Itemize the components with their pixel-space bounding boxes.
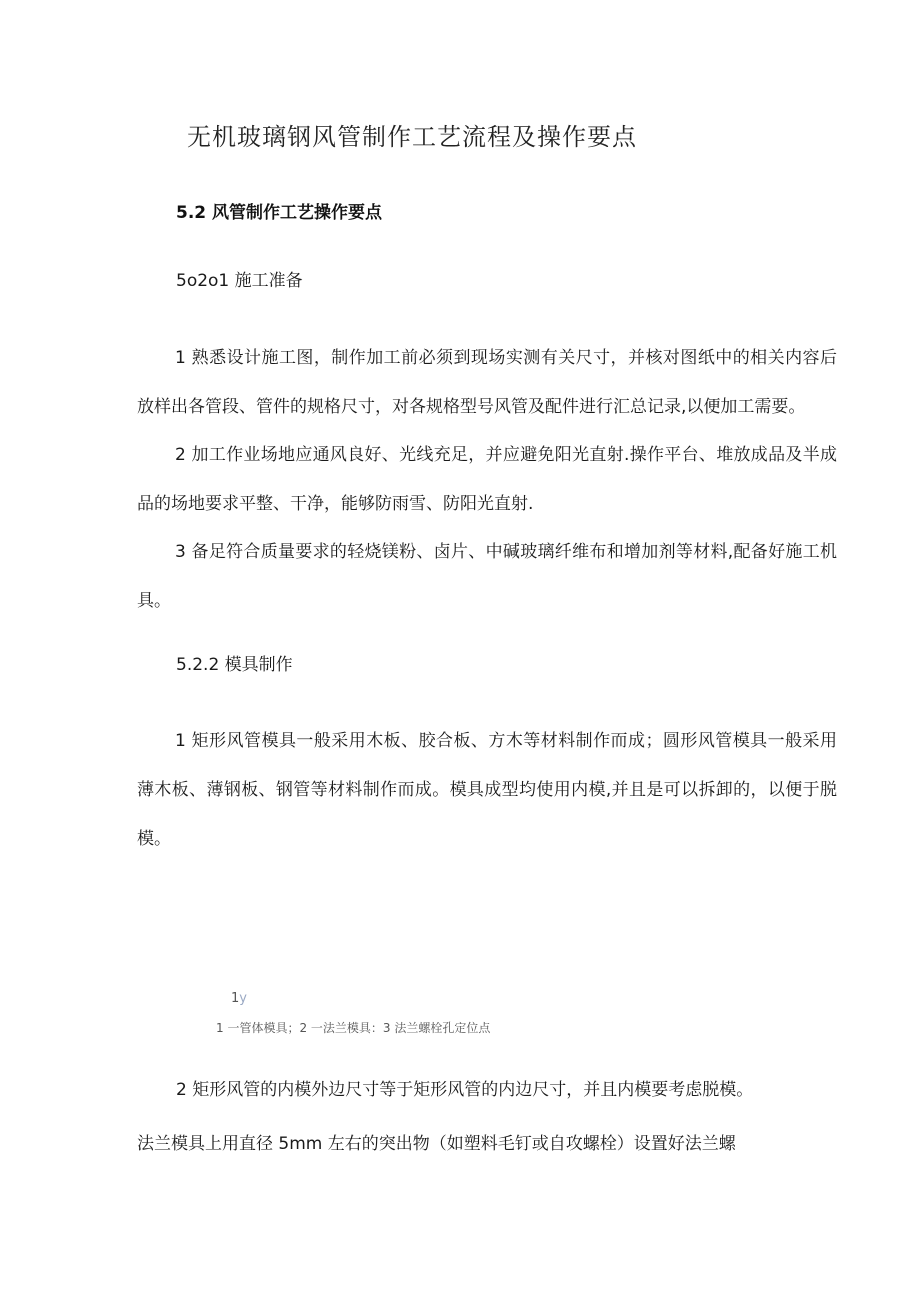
figure-label	[231, 991, 247, 1006]
paragraph-mold-2: 2 矩形风管的内模外边尺寸等于矩形风管的内边尺寸，并且内模要考虑脱模。	[176, 1080, 754, 1100]
paragraph-mold-2-continued: 法兰模具上用直径 5mm 左右的突出物（如塑料毛钉或自攻螺栓）设置好法兰螺	[137, 1134, 736, 1154]
section-heading-5-2-1: 5o2o1 施工准备	[176, 271, 303, 291]
figure-label-v: y	[239, 991, 247, 1006]
section-heading-5-2: 5.2 风管制作工艺操作要点	[176, 203, 383, 223]
figure-label-number: 1	[231, 991, 240, 1006]
paragraph-mold-1: 1 矩形风管模具一般采用木板、胶合板、方木等材料制作而成；圆形风管模具一般采用薄木板、薄钢板、钢管等材料制作而成。模具成型均使用内模,并且是可以拆卸的，以便于脱模。	[137, 731, 837, 849]
document-title: 无机玻璃钢风管制作工艺流程及操作要点	[187, 123, 637, 151]
paragraph-prep-3: 3 备足符合质量要求的轻烧镁粉、卤片、中碱玻璃纤维布和增加剂等材料,配备好施工机具。	[137, 542, 837, 611]
section-heading-5-2-2: 5.2.2 模具制作	[176, 655, 293, 675]
figure-caption: 1 一管体模具；2 一法兰模具：3 法兰螺栓孔定位点	[216, 1021, 491, 1035]
paragraph-prep-2: 2 加工作业场地应通风良好、光线充足，并应避免阳光直射.操作平台、堆放成品及半成品的场地要求平整、干净，能够防雨雪、防阳光直射.	[137, 445, 837, 514]
paragraph-prep-1: 1 熟悉设计施工图，制作加工前必须到现场实测有关尺寸，并核对图纸中的相关内容后放样出各管段、管件的规格尺寸，对各规格型号风管及配件进行汇总记录,以便加工需要。	[137, 348, 837, 417]
